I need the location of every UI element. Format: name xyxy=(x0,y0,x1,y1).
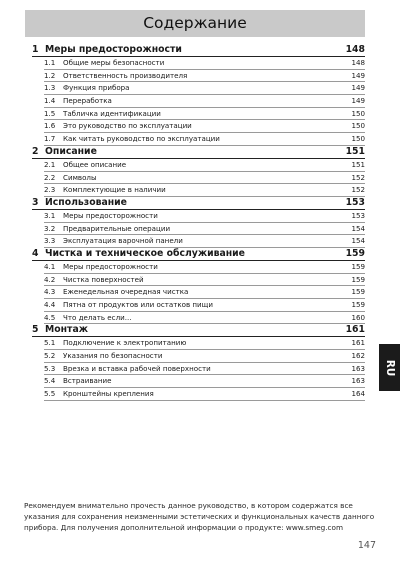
subsection-number: 1.4 xyxy=(44,96,56,106)
section-title: Меры предосторожности xyxy=(45,44,182,55)
footer-note: Рекомендуем внимательно прочесть данное руководство, в котором содержатся все указания для сохранения неизменными эстетических и функциональных качеств данного прибора. Для получения дополнительной информации о продукте: www.smeg.com xyxy=(24,501,375,532)
toc-subsection[interactable] xyxy=(44,70,365,83)
toc-subsection[interactable] xyxy=(44,312,365,325)
subsection-page: 149 xyxy=(351,96,365,106)
subsection-title: Кронштейны крепления xyxy=(63,389,154,399)
subsection-page: 160 xyxy=(351,312,365,322)
toc-subsection[interactable] xyxy=(44,337,365,350)
subsection-number: 2.2 xyxy=(44,172,56,182)
toc-section[interactable] xyxy=(32,197,365,210)
subsection-page: 151 xyxy=(351,159,365,169)
subsection-page: 161 xyxy=(351,338,365,348)
subsection-number: 5.5 xyxy=(44,389,56,399)
toc-subsection[interactable] xyxy=(44,274,365,287)
subsection-number: 5.3 xyxy=(44,363,56,373)
section-page: 151 xyxy=(345,145,365,157)
subsection-page: 154 xyxy=(351,223,365,233)
subsection-title: Врезка и вставка рабочей поверхности xyxy=(63,363,211,373)
toc-subsection[interactable] xyxy=(44,375,365,388)
toc-subsection[interactable] xyxy=(44,286,365,299)
subsection-page: 150 xyxy=(351,134,365,144)
section-page: 159 xyxy=(345,247,365,259)
subsection-number: 3.2 xyxy=(44,223,56,233)
subsection-title: Общие меры безопасности xyxy=(63,58,165,67)
section-title: Описание xyxy=(45,145,97,157)
subsection-page: 154 xyxy=(351,236,365,246)
toc-section[interactable] xyxy=(32,146,365,159)
subsection-page: 153 xyxy=(351,210,365,220)
subsection-number: 4.3 xyxy=(44,287,56,297)
subsection-page: 152 xyxy=(351,185,365,195)
section-number: 2 xyxy=(32,145,39,157)
section-number: 3 xyxy=(32,196,39,208)
subsection-title: Меры предосторожности xyxy=(63,210,158,220)
subsection-title: Символы xyxy=(63,172,97,182)
subsection-number: 3.1 xyxy=(44,210,56,220)
subsection-title: Это руководство по эксплуатации xyxy=(63,121,192,131)
subsection-page: 152 xyxy=(351,172,365,182)
section-title: Использование xyxy=(45,196,127,208)
language-tab-label: RU xyxy=(383,359,396,376)
subsection-title: Функция прибора xyxy=(63,83,130,93)
section-number: 4 xyxy=(32,247,39,259)
subsection-number: 1.1 xyxy=(44,58,56,67)
subsection-page: 148 xyxy=(351,58,365,67)
toc-section[interactable] xyxy=(32,44,365,57)
subsection-title: Встраивание xyxy=(63,376,112,386)
subsection-title: Меры предосторожности xyxy=(63,261,158,271)
section-page: 161 xyxy=(345,324,365,336)
subsection-title: Пятна от продуктов или остатков пищи xyxy=(63,300,213,309)
subsection-title: Указания по безопасности xyxy=(63,351,163,361)
subsection-number: 3.3 xyxy=(44,236,56,246)
subsection-page: 149 xyxy=(351,83,365,93)
page-title: Содержание xyxy=(143,14,247,32)
subsection-number: 4.2 xyxy=(44,274,56,284)
subsection-page: 159 xyxy=(351,287,365,297)
subsection-page: 164 xyxy=(351,389,365,399)
toc-subsection[interactable] xyxy=(44,363,365,376)
section-page: 153 xyxy=(345,196,365,208)
toc-subsection[interactable] xyxy=(44,159,365,172)
subsection-title: Общее описание xyxy=(63,159,127,169)
title-bar xyxy=(25,10,365,37)
table-of-contents xyxy=(32,44,365,401)
toc-subsection[interactable] xyxy=(44,388,365,401)
subsection-page: 162 xyxy=(351,351,365,361)
subsection-number: 4.5 xyxy=(44,312,56,322)
subsection-title: Еженедельная очередная чистка xyxy=(63,287,189,297)
subsection-title: Комплектующие в наличии xyxy=(63,185,166,195)
subsection-title: Предварительные операции xyxy=(63,223,171,233)
subsection-number: 1.5 xyxy=(44,108,56,118)
subsection-number: 2.1 xyxy=(44,159,56,169)
section-number: 1 xyxy=(32,44,39,55)
toc-subsection[interactable] xyxy=(44,210,365,223)
subsection-title: Переработка xyxy=(63,96,112,106)
subsection-title: Эксплуатация варочной панели xyxy=(63,236,183,246)
section-title: Чистка и техническое обслуживание xyxy=(45,247,245,259)
subsection-number: 2.3 xyxy=(44,185,56,195)
toc-subsection[interactable] xyxy=(44,261,365,274)
toc-section[interactable] xyxy=(32,324,365,337)
subsection-number: 4.4 xyxy=(44,300,56,309)
subsection-page: 149 xyxy=(351,70,365,80)
toc-section[interactable] xyxy=(32,248,365,261)
subsection-page: 159 xyxy=(351,300,365,309)
subsection-number: 5.4 xyxy=(44,376,56,386)
section-page: 148 xyxy=(345,44,365,55)
subsection-number: 1.3 xyxy=(44,83,56,93)
subsection-number: 1.7 xyxy=(44,134,56,144)
subsection-page: 150 xyxy=(351,108,365,118)
toc-subsection[interactable] xyxy=(44,95,365,108)
subsection-number: 5.1 xyxy=(44,338,56,348)
toc-subsection[interactable] xyxy=(44,350,365,363)
toc-subsection[interactable] xyxy=(44,120,365,133)
subsection-page: 163 xyxy=(351,376,365,386)
toc-subsection[interactable] xyxy=(44,172,365,185)
subsection-title: Ответственность производителя xyxy=(63,70,188,80)
subsection-title: Табличка идентификации xyxy=(63,108,161,118)
toc-subsection[interactable] xyxy=(44,299,365,312)
section-title: Монтаж xyxy=(45,324,88,336)
subsection-title: Как читать руководство по эксплуатации xyxy=(63,134,220,144)
subsection-page: 150 xyxy=(351,121,365,131)
subsection-page: 159 xyxy=(351,261,365,271)
page-number: 147 xyxy=(357,540,376,551)
toc-subsection[interactable] xyxy=(44,184,365,197)
language-tab xyxy=(379,344,400,391)
subsection-number: 1.2 xyxy=(44,70,56,80)
toc-subsection[interactable] xyxy=(44,82,365,95)
toc-subsection[interactable] xyxy=(44,133,365,146)
subsection-number: 4.1 xyxy=(44,261,56,271)
toc-subsection[interactable] xyxy=(44,223,365,236)
subsection-title: Подключение к электропитанию xyxy=(63,338,187,348)
subsection-number: 5.2 xyxy=(44,351,56,361)
toc-subsection[interactable] xyxy=(44,57,365,70)
section-number: 5 xyxy=(32,324,39,336)
subsection-title: Чистка поверхностей xyxy=(63,274,144,284)
toc-subsection[interactable] xyxy=(44,235,365,248)
subsection-page: 163 xyxy=(351,363,365,373)
subsection-title: Что делать если... xyxy=(63,312,132,322)
toc-subsection[interactable] xyxy=(44,108,365,121)
subsection-number: 1.6 xyxy=(44,121,56,131)
subsection-page: 159 xyxy=(351,274,365,284)
